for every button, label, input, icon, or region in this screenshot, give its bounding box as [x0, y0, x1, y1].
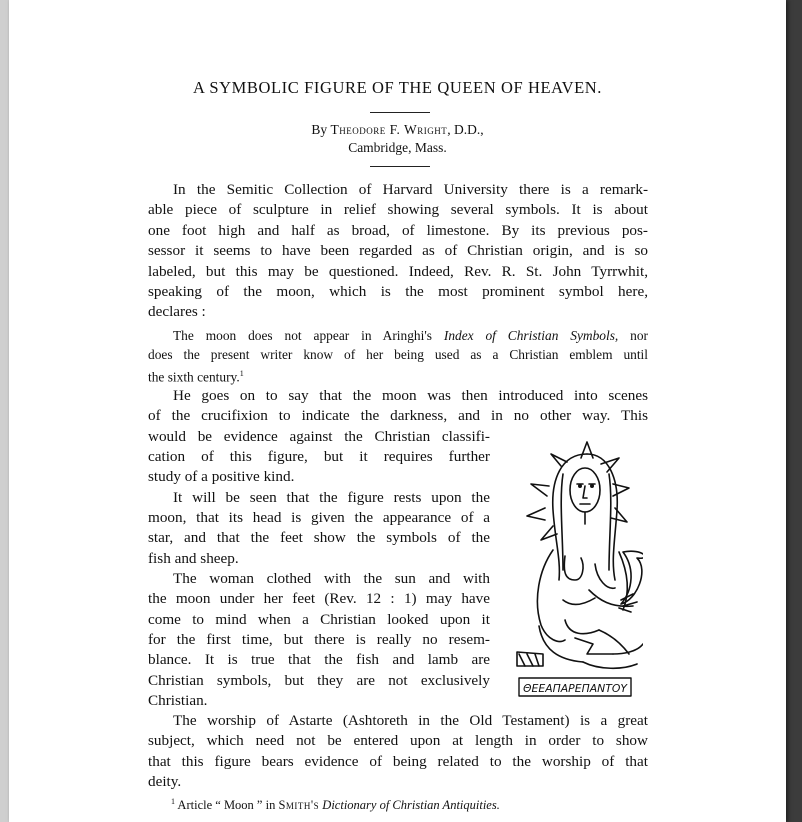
paragraph-line: one foot high and half as broad, of limestone. By its previous pos- — [148, 222, 648, 239]
paragraph-line: moon, that its head is given the appearance of a — [148, 509, 490, 526]
paragraph-line: cation of this figure, but it requires further — [148, 448, 490, 465]
paragraph-line: Christian symbols, but they are not exclusively — [148, 672, 490, 689]
author-byline — [9, 122, 786, 138]
footnote-mark: 1 — [171, 797, 175, 806]
author-name: Theodore F. Wright — [330, 122, 448, 137]
paragraph-line: speaking of the moon, which is the most prominent symbol here, — [148, 283, 648, 300]
crescent-moon — [621, 551, 643, 604]
quote-text: The moon does not appear in Aringhi's — [173, 328, 444, 343]
byline-rule — [370, 166, 430, 167]
paragraph-line: In the Semitic Collection of Harvard University there is a remark- — [173, 181, 648, 198]
paragraph-line: blance. It is true that the fish and lamb are — [148, 651, 490, 668]
face — [570, 468, 600, 524]
quote-text: the sixth century. — [148, 369, 240, 385]
paragraph-line: of the crucifixion to indicate the darkness, and in no other way. This — [148, 407, 648, 424]
footnote-text: Article “ Moon ” in — [175, 798, 279, 813]
by-label: By — [311, 122, 328, 137]
paragraph-line: Christian. — [148, 692, 208, 709]
quote-book-title: Index of Christian Symbols, — [443, 328, 619, 343]
paragraph-line: able piece of sculpture in relief showing several symbols. It is about — [148, 201, 648, 218]
footnote-ref: 1 — [239, 369, 244, 378]
paragraph-line: declares : — [148, 303, 206, 320]
footnote — [171, 797, 500, 813]
paragraph-line: The worship of Astarte (Ashtoreth in the Old Testament) is a great — [173, 712, 648, 729]
footnote-book-title: Dictionary of Christian Antiquities. — [319, 798, 500, 813]
paragraph-line: come to mind when a Christian looked upon it — [148, 611, 490, 628]
author-degree: , D.D., — [447, 122, 484, 137]
paragraph-line: sessor it seems to have been regarded as of Christian origin, and is so — [148, 242, 648, 259]
quote-line — [148, 326, 648, 346]
author-location: Cambridge, Mass. — [348, 140, 447, 155]
paragraph-line: that this figure bears evidence of being related to the worship of that — [148, 753, 648, 770]
quote-line — [148, 364, 648, 387]
quote-text: nor — [618, 328, 649, 343]
quote-line: does the present writer know of her being used as a Christian emblem until — [148, 347, 648, 362]
queen-of-heaven-figure — [503, 440, 643, 700]
paragraph-line: for the first time, but there is really no resem- — [148, 631, 490, 648]
footnote-author: Smith's — [278, 798, 320, 813]
document-page — [9, 0, 786, 822]
inscription-text: ΘΕΕΑΠΑΡΕΠΑΝΤΟΥ — [523, 682, 629, 695]
paragraph-line: subject, which need not be entered upon at length in order to show — [148, 732, 648, 749]
fish-and-sheep — [517, 626, 643, 668]
figure-body — [537, 550, 637, 641]
window-edge — [0, 0, 9, 822]
paragraph-line: fish and sheep. — [148, 550, 239, 567]
paragraph-line: It will be seen that the figure rests upon the — [173, 489, 490, 506]
paragraph-line: would be evidence against the Christian classifi- — [148, 428, 490, 445]
paragraph-line: labeled, but this may be questioned. Indeed, Rev. R. St. John Tyrrwhit, — [148, 263, 648, 280]
paragraph-line: deity. — [148, 773, 182, 790]
paragraph-line: study of a positive kind. — [148, 468, 295, 485]
article-title: A SYMBOLIC FIGURE OF THE QUEEN OF HEAVEN. — [192, 78, 602, 97]
paragraph-line: He goes on to say that the moon was then introduced into scenes — [173, 387, 648, 404]
title-rule — [370, 112, 430, 113]
paragraph-line: the moon under her feet (Rev. 12 : 1) may have — [148, 590, 490, 607]
paragraph-line: The woman clothed with the sun and with — [173, 570, 490, 587]
paragraph-line: star, and that the feet show the symbols of the — [148, 529, 490, 546]
